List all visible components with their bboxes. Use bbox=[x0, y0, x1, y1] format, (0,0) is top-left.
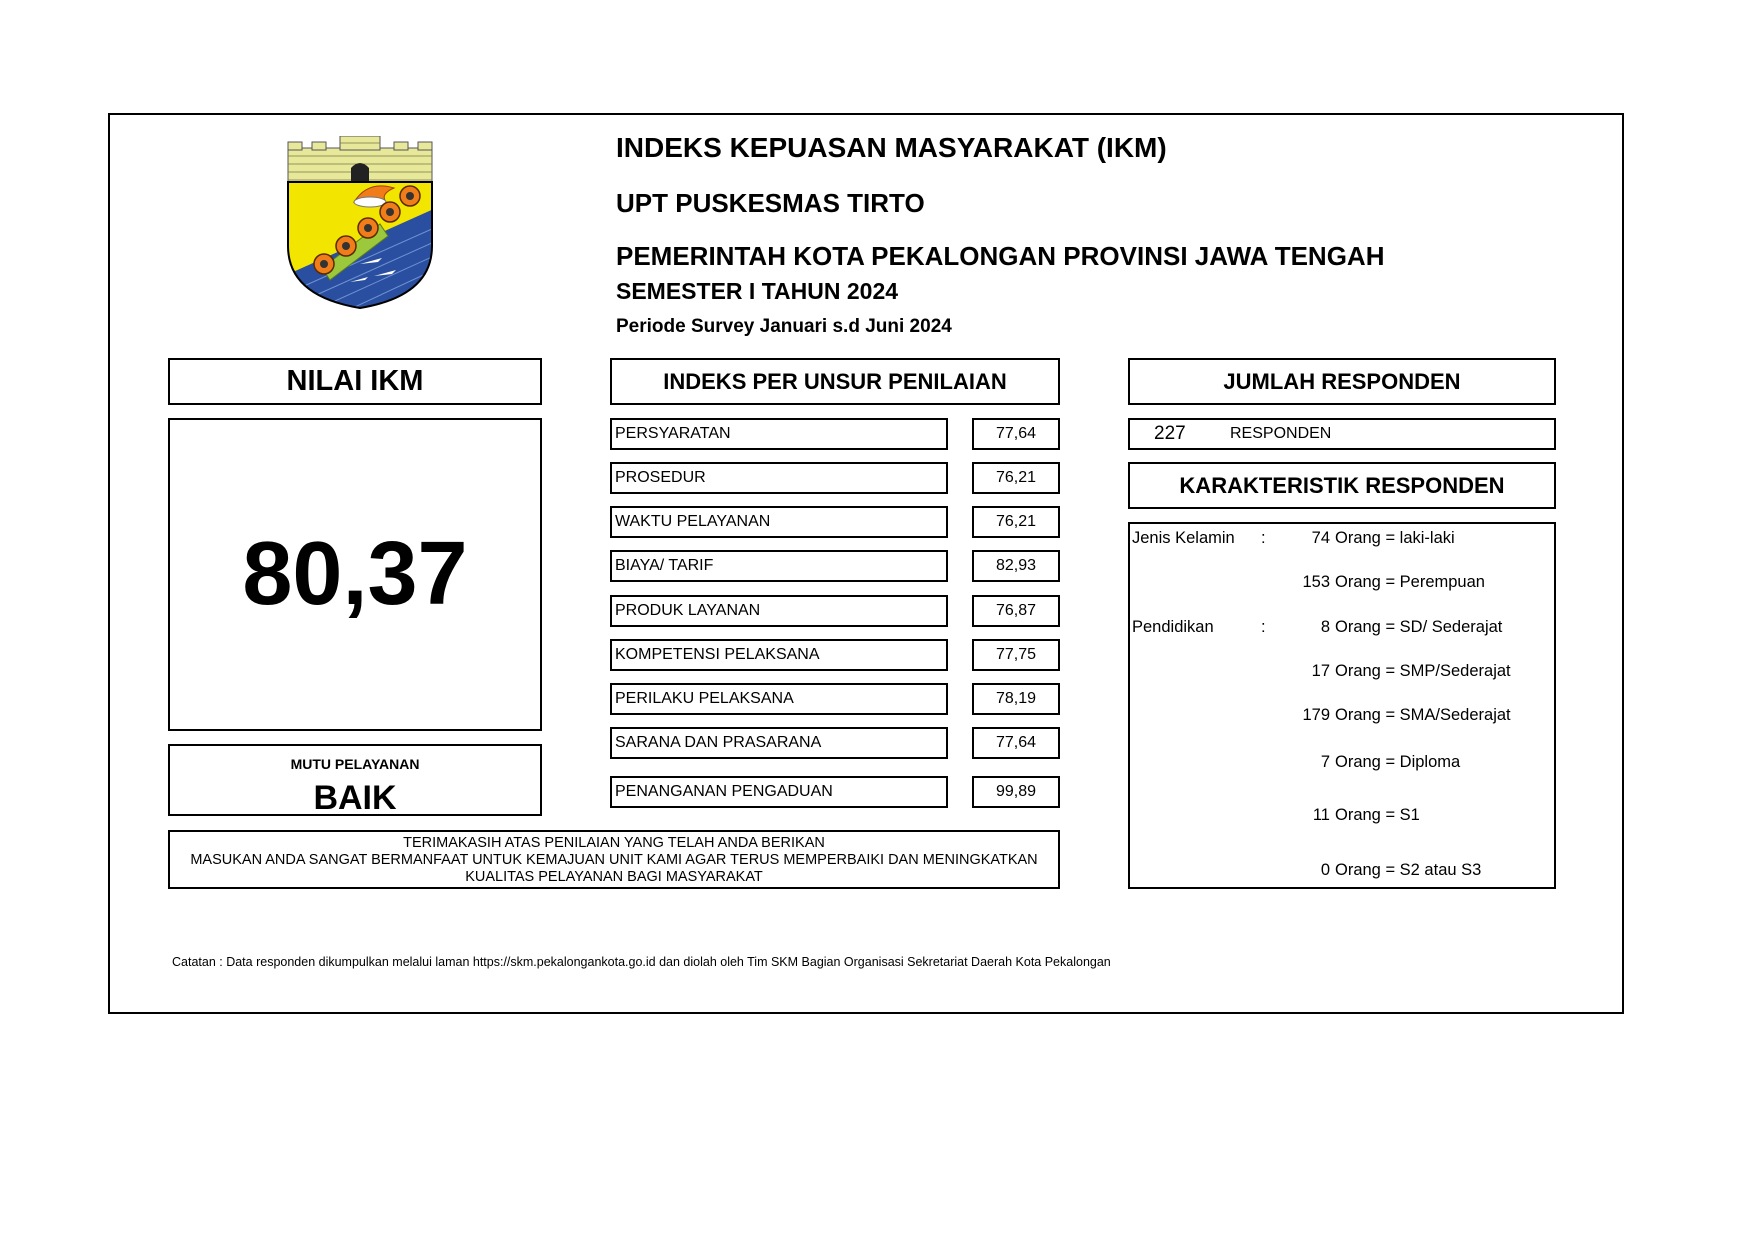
responden-count: 227 bbox=[1154, 423, 1186, 444]
city-coat-of-arms-icon bbox=[284, 136, 436, 312]
karakteristik-count: 17 bbox=[1311, 662, 1330, 680]
indeks-item-label: SARANA DAN PRASARANA bbox=[610, 727, 948, 759]
karakteristik-text: Orang = S1 bbox=[1335, 806, 1420, 824]
indeks-item-label: PRODUK LAYANAN bbox=[610, 595, 948, 627]
semester-label: SEMESTER I TAHUN 2024 bbox=[616, 278, 899, 304]
indeks-item-value: 99,89 bbox=[972, 776, 1060, 808]
karakteristik-text: Orang = S2 atau S3 bbox=[1335, 861, 1482, 879]
responden-count-label: RESPONDEN bbox=[1230, 425, 1332, 442]
karakteristik-count: 8 bbox=[1320, 618, 1330, 636]
indeks-item-label: BIAYA/ TARIF bbox=[610, 550, 948, 582]
thanks-line-3: KUALITAS PELAYANAN BAGI MASYARAKAT bbox=[465, 869, 763, 885]
thanks-message bbox=[168, 830, 1060, 889]
indeks-item-label: PENANGANAN PENGADUAN bbox=[610, 776, 948, 808]
karakteristik-count: 153 bbox=[1302, 573, 1330, 591]
mutu-pelayanan-panel bbox=[168, 744, 542, 816]
karakteristik-count: 11 bbox=[1312, 806, 1330, 824]
indeks-item-label: KOMPETENSI PELAKSANA bbox=[610, 639, 948, 671]
gender-label: Jenis Kelamin bbox=[1132, 529, 1235, 547]
education-colon: : bbox=[1261, 618, 1266, 636]
report-title: INDEKS KEPUASAN MASYARAKAT (IKM) bbox=[616, 132, 1167, 163]
karakteristik-text: Orang = SD/ Sederajat bbox=[1335, 618, 1503, 636]
karakteristik-text: Orang = SMA/Sederajat bbox=[1335, 706, 1511, 724]
jumlah-responden-row bbox=[1128, 418, 1556, 450]
indeks-item-label: PERSYARATAN bbox=[610, 418, 948, 450]
indeks-item-value: 77,75 bbox=[972, 639, 1060, 671]
karakteristik-heading: KARAKTERISTIK RESPONDEN bbox=[1128, 462, 1556, 509]
jumlah-responden-heading: JUMLAH RESPONDEN bbox=[1128, 358, 1556, 405]
unit-name: UPT PUSKESMAS TIRTO bbox=[616, 188, 925, 218]
karakteristik-count: 179 bbox=[1302, 706, 1330, 724]
karakteristik-text: Orang = Perempuan bbox=[1335, 573, 1485, 591]
karakteristik-count: 7 bbox=[1320, 753, 1330, 771]
karakteristik-panel bbox=[1128, 522, 1556, 889]
indeks-item-value: 76,21 bbox=[972, 462, 1060, 494]
indeks-item-label: PROSEDUR bbox=[610, 462, 948, 494]
indeks-item-value: 77,64 bbox=[972, 727, 1060, 759]
indeks-item-value: 82,93 bbox=[972, 550, 1060, 582]
footer-note: Catatan : Data responden dikumpulkan melalui laman https://skm.pekalongankota.go.id dan diolah oleh Tim SKM Bagian Organisasi Sekretariat Daerah Kota Pekalongan bbox=[172, 955, 1111, 969]
karakteristik-count: 0 bbox=[1320, 861, 1330, 879]
nilai-ikm-heading: NILAI IKM bbox=[168, 358, 542, 405]
government-name: PEMERINTAH KOTA PEKALONGAN PROVINSI JAWA TENGAH bbox=[616, 241, 1385, 271]
indeks-item-value: 76,87 bbox=[972, 595, 1060, 627]
thanks-line-1: TERIMAKASIH ATAS PENILAIAN YANG TELAH ANDA BERIKAN bbox=[403, 835, 825, 851]
karakteristik-count: 74 bbox=[1311, 529, 1330, 547]
mutu-pelayanan-label: MUTU PELAYANAN bbox=[290, 756, 420, 772]
karakteristik-text: Orang = SMP/Sederajat bbox=[1335, 662, 1511, 680]
survey-period: Periode Survey Januari s.d Juni 2024 bbox=[616, 316, 952, 337]
indeks-item-label: WAKTU PELAYANAN bbox=[610, 506, 948, 538]
nilai-ikm-panel bbox=[168, 418, 542, 731]
mutu-pelayanan-value: BAIK bbox=[313, 779, 397, 817]
indeks-item-label: PERILAKU PELAKSANA bbox=[610, 683, 948, 715]
indeks-heading: INDEKS PER UNSUR PENILAIAN bbox=[610, 358, 1060, 405]
karakteristik-text: Orang = Diploma bbox=[1335, 753, 1461, 771]
thanks-line-2: MASUKAN ANDA SANGAT BERMANFAAT UNTUK KEMAJUAN UNIT KAMI AGAR TERUS MEMPERBAIKI DAN MENINGKATKAN bbox=[190, 852, 1038, 868]
indeks-item-value: 76,21 bbox=[972, 506, 1060, 538]
indeks-item-value: 77,64 bbox=[972, 418, 1060, 450]
nilai-ikm-value: 80,37 bbox=[242, 524, 468, 624]
gender-colon: : bbox=[1261, 529, 1266, 547]
education-label: Pendidikan bbox=[1132, 618, 1214, 636]
karakteristik-text: Orang = laki-laki bbox=[1335, 529, 1455, 547]
castle-wall bbox=[288, 136, 432, 184]
indeks-item-value: 78,19 bbox=[972, 683, 1060, 715]
